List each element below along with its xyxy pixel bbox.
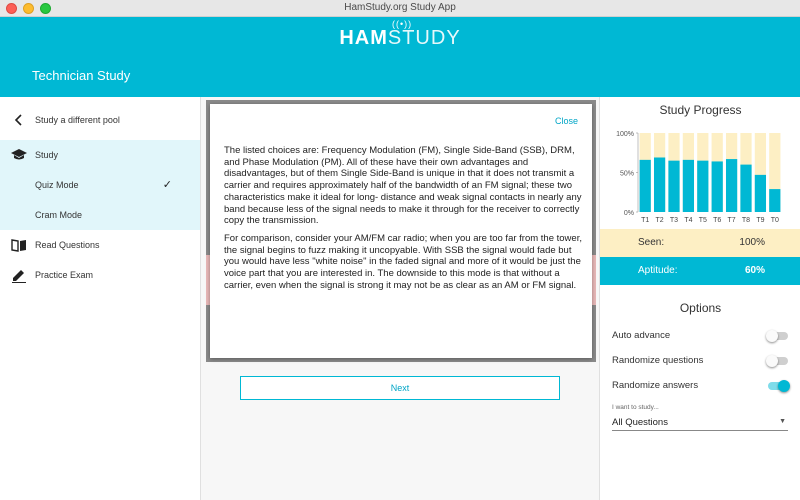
window-titlebar <box>0 0 800 17</box>
aptitude-value: 60% <box>744 265 765 276</box>
randomize-answers-toggle[interactable] <box>766 381 790 391</box>
x-tick-label: T9 <box>756 217 765 224</box>
antenna-icon: ((•)) <box>392 19 413 29</box>
sidebar-item-label: Quiz Mode <box>35 180 79 190</box>
x-tick-label: T6 <box>713 217 722 224</box>
logo-study-text: STUDY <box>387 27 461 49</box>
x-tick-label: T8 <box>741 217 751 224</box>
sidebar-item-study[interactable] <box>0 140 200 170</box>
book-icon <box>11 237 27 253</box>
study-progress-chart <box>600 121 800 231</box>
aptitude-bar <box>712 161 723 212</box>
sidebar-item-label: Study <box>35 150 59 160</box>
aptitude-bar <box>697 161 708 212</box>
sidebar-item-practice-exam[interactable] <box>0 260 200 290</box>
x-tick-label: T3 <box>669 217 679 224</box>
x-tick-label: T7 <box>727 217 736 224</box>
x-tick-label: T0 <box>770 217 779 224</box>
study-select-value: All Questions <box>612 417 668 428</box>
study-pool-select[interactable] <box>612 413 788 431</box>
hamstudy-logo <box>0 19 800 50</box>
graduation-cap-icon <box>11 147 27 163</box>
y-tick-label: 100% <box>616 131 634 138</box>
sidebar-item-label: Read Questions <box>35 240 100 250</box>
sidebar <box>0 97 201 500</box>
option-auto-advance <box>612 326 790 346</box>
options-title: Options <box>679 301 722 315</box>
aptitude-bar <box>740 165 751 212</box>
sidebar-item-label: Cram Mode <box>35 210 83 220</box>
page-title: Technician Study <box>32 68 131 83</box>
aptitude-bar <box>683 160 694 212</box>
sidebar-item-different-pool[interactable] <box>0 105 200 135</box>
study-progress-title: Study Progress <box>659 103 742 117</box>
question-area <box>201 97 599 500</box>
aptitude-bar <box>769 189 780 212</box>
option-label: Randomize answers <box>612 380 699 391</box>
explanation-overlay <box>206 100 596 362</box>
window-title: HamStudy.org Study App <box>344 2 456 13</box>
randomize-questions-toggle[interactable] <box>766 356 790 366</box>
x-tick-label: T5 <box>698 217 707 224</box>
option-label: Randomize questions <box>612 355 704 366</box>
x-tick-label: T1 <box>641 217 650 224</box>
aptitude-bar <box>726 159 737 212</box>
aptitude-bar <box>755 175 766 212</box>
explanation-card <box>210 104 592 358</box>
sidebar-item-cram-mode[interactable] <box>0 200 200 230</box>
y-tick-label: 0% <box>623 210 634 217</box>
app-header <box>0 17 800 97</box>
y-tick-label: 50% <box>619 170 634 178</box>
auto-advance-toggle[interactable] <box>766 331 790 341</box>
option-label: Auto advance <box>612 330 671 341</box>
aptitude-bar <box>640 160 651 212</box>
seen-value: 100% <box>739 237 765 248</box>
sidebar-item-label: Practice Exam <box>35 270 94 280</box>
aptitude-bar <box>654 157 665 212</box>
explanation-text <box>224 145 582 297</box>
explanation-paragraph: The listed choices are: Frequency Modulation (FM), Single Side-Band (SSB), DRM, and Phase Modulation (PM). All of these have their own advantages and disadvantages, but of them Single Side-Band is unique in that it does not transmit a carrier and requires approximately half of the bandwidth of an FM signal; these two characteristics make it ideal for long- distance and weak signal contacts in nearly any band because less of the signal needs to make it through for the receiver to correctly copy the transmission. <box>224 145 582 227</box>
next-button[interactable]: Next <box>240 376 560 400</box>
chevron-left-icon <box>11 112 27 128</box>
option-randomize-answers <box>612 376 790 396</box>
study-select-label: I want to study... <box>612 404 659 411</box>
sidebar-item-read-questions[interactable] <box>0 230 200 260</box>
aptitude-bar <box>668 161 679 212</box>
x-tick-label: T2 <box>655 217 664 224</box>
aptitude-label: Aptitude: <box>638 265 678 276</box>
x-tick-label: T4 <box>684 217 693 224</box>
seen-label: Seen: <box>638 237 665 248</box>
check-icon: ✓ <box>162 179 172 191</box>
aptitude-row <box>600 257 800 285</box>
dropdown-arrow-icon: ▼ <box>779 418 786 425</box>
option-randomize-questions <box>612 351 790 371</box>
logo-ham-text: HAM <box>339 27 388 49</box>
sidebar-item-label: Study a different pool <box>35 115 120 125</box>
seen-row <box>600 229 800 257</box>
pencil-icon <box>11 267 27 283</box>
close-link[interactable]: Close <box>554 116 578 126</box>
explanation-paragraph: For comparison, consider your AM/FM car radio; when you are too far from the tower, the signal begins to fuzz making it uncopyable. With SSB the signal would fade but you would have less "white noise" in the faded signal and more of it would be just the voice part that you are interested in. The downside to this mode is that without a carrier, even when the signal is strong it may not be as clear as an AM or FM signal. <box>224 232 582 291</box>
sidebar-item-quiz-mode[interactable] <box>0 170 200 200</box>
progress-panel <box>599 97 800 500</box>
